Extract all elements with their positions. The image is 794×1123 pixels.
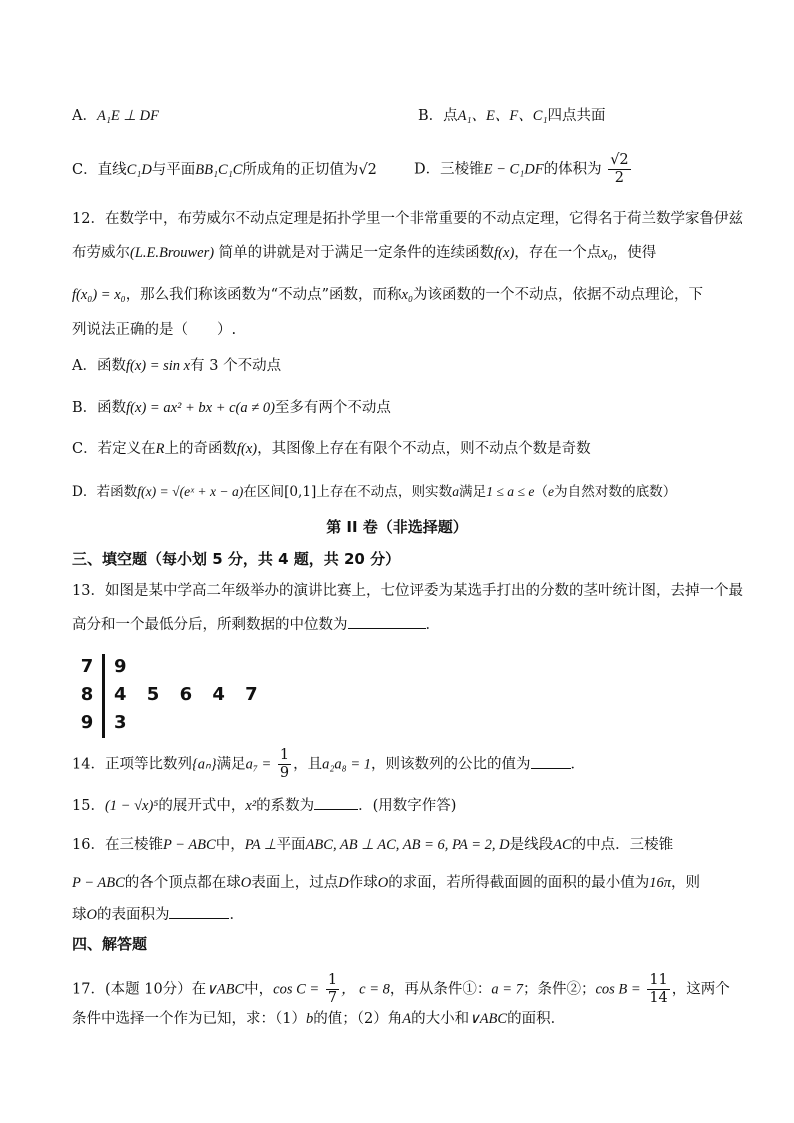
q17-stem-line1: 17．(本题 10分）在∨ABC中，cos C = $\frac{1}{7}$ ， c = 8，再从条件①：a = 7；条件②；cos B = $\frac{11}{14}$ ，这两个 [72, 972, 730, 1006]
q17-cosC-fraction: $\frac{1}{7}$ [327, 972, 338, 1006]
stem-value: 8 [80, 684, 94, 705]
q13-stem-line1: 13．如图是某中学高二年级举办的演讲比赛上，七位评委为某选手打出的分数的茎叶统计图，去掉一个最 [72, 583, 743, 599]
q15-stem: 15．(1 − √x)⁵的展开式中，x²的系数为 ．(用数字作答) [72, 795, 456, 816]
stem-value: 7 [80, 656, 94, 677]
q11-option-b: B．点A₁、E、F、C₁四点共面 [418, 108, 606, 124]
q12-stem-line3: f(x₀) = x₀，那么我们称该函数为“不动点”函数，而称x₀为该函数的一个不动点，依据不动点理论，下 [72, 287, 703, 303]
q14-answer-blank[interactable] [531, 754, 571, 769]
stem-leaf-divider [102, 654, 105, 738]
leaf-values: 9 [114, 656, 127, 677]
q12-stem-line4: 列说法正确的是（ ）. [72, 322, 237, 338]
q11-option-a: A．A₁E ⊥ DF [72, 108, 159, 124]
q16-stem-line3: 球O的表面积为 ． [72, 904, 244, 925]
q12-option-b: B．函数f(x) = ax² + bx + c(a ≠ 0)至多有两个不动点 [72, 400, 391, 416]
q15-answer-blank[interactable] [314, 795, 358, 810]
section4-title: 四、解答题 [72, 935, 148, 953]
q14-stem: 14．正项等比数列{aₙ}满足a₇ = $\frac{1}{9}$ ，且a₂a₈ = 1，则该数列的公比的值为 ． [72, 747, 585, 781]
q16-stem-line1: 16．在三棱锥P − ABC中，PA ⊥平面ABC, AB ⊥ AC, AB = 6, PA = 2, D是线段AC的中点．三棱锥 [72, 837, 674, 853]
q13-answer-blank[interactable] [348, 614, 426, 629]
leaf-values: 4 5 6 4 7 [114, 684, 258, 705]
part2-title: 第 II 卷（非选择题） [326, 518, 468, 536]
q11-option-d: D．三棱锥E − C₁DF的体积为 $\frac{√2}{2}$ [414, 152, 629, 186]
q11-d-fraction: $\frac{√2}{2}$ [610, 152, 629, 186]
q12-option-c: C．若定义在R上的奇函数f(x)，其图像上存在有限个不动点，则不动点个数是奇数 [72, 441, 591, 457]
q12-stem-line2: 布劳威尔(L.E.Brouwer) 简单的讲就是对于满足一定条件的连续函数f(x)，存在一个点x₀，使得 [72, 245, 657, 261]
q12-stem-line1: 12．在数学中，布劳威尔不动点定理是拓扑学里一个非常重要的不动点定理，它得名于荷兰数学家鲁伊兹 [72, 211, 743, 227]
q14-fraction: $\frac{1}{9}$ [279, 747, 290, 781]
q12-option-a: A．函数f(x) = sin x有 3 个不动点 [72, 358, 282, 374]
q13-stem-line2: 高分和一个最低分后，所剩数据的中位数为 ． [72, 614, 440, 635]
q16-stem-line2: P − ABC的各个顶点都在球O表面上，过点D作球O的求面，若所得截面圆的面积的最小值为16π，则 [72, 875, 700, 891]
section3-title: 三、填空题（每小划 5 分，共 4 题，共 20 分） [72, 550, 401, 568]
q16-answer-blank[interactable] [169, 904, 229, 919]
q17-cosB-fraction: $\frac{11}{14}$ [649, 972, 668, 1006]
q17-stem-line2: 条件中选择一个作为已知，求：（1）b的值；（2）角A的大小和∨ABC的面积． [72, 1011, 566, 1027]
stem-value: 9 [80, 712, 94, 733]
q11-option-c: C．直线C₁D与平面BB₁C₁C所成角的正切值为√2 [72, 162, 377, 178]
leaf-values: 3 [114, 712, 127, 733]
q12-option-d: D．若函数f(x) = √(eˣ + x − a)在区间[0,1]上存在不动点，则实数a满足1 ≤ a ≤ e（e为自然对数的底数） [72, 484, 677, 500]
